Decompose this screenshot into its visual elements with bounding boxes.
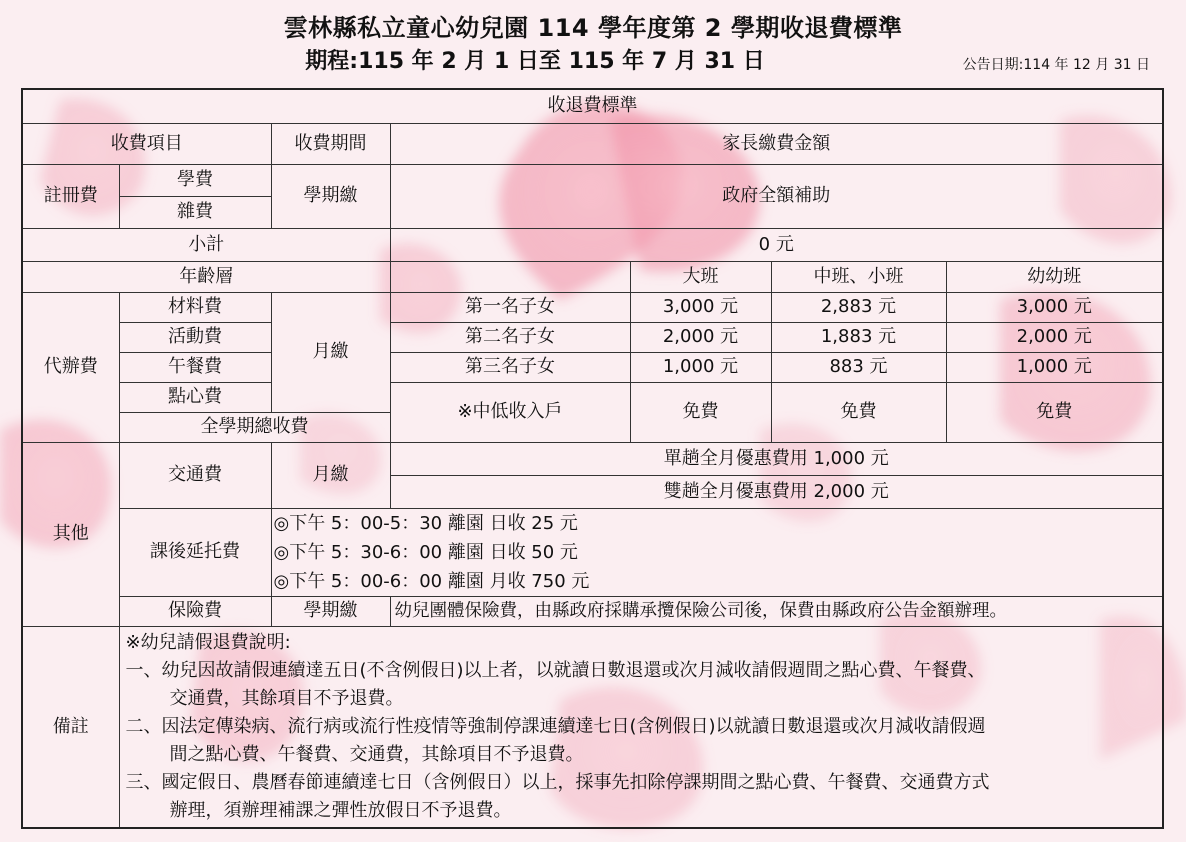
note-item-2: 二、因法定傳染病、流行病或流行性疫情等強制停課連續達七日(含例假日)以就讀日數退還或次月減收請假週: [125, 715, 986, 737]
fee-toddler: 2,000 元: [946, 322, 1163, 352]
low-income-big: 免費: [630, 382, 771, 442]
table-row: [22, 508, 1163, 596]
col-period-header: 收費期間: [271, 123, 390, 164]
agency-fee-group: 代辦費: [22, 292, 119, 442]
term-period: 期程:115 年 2 月 1 日至 115 年 7 月 31 日: [305, 49, 765, 74]
tuition-label: 學費: [119, 164, 271, 196]
fee-toddler: 3,000 元: [946, 292, 1163, 322]
fee-big: 3,000 元: [630, 292, 771, 322]
announce-date: 公告日期:114 年 12 月 31 日: [962, 57, 1150, 73]
after-school-line: ◎下午 5：00-6：00 離園 月收 750 元: [273, 570, 590, 592]
fee-big: 1,000 元: [630, 352, 771, 382]
fee-mid-small: 2,883 元: [771, 292, 946, 322]
age-toddler-class: 幼幼班: [946, 261, 1163, 292]
table-row: [22, 123, 1163, 164]
agency-period: 月繳: [271, 292, 390, 412]
insurance-period: 學期繳: [271, 596, 390, 626]
registration-period: 學期繳: [271, 164, 390, 228]
table-row: [22, 261, 1163, 292]
fee-mid-small: 883 元: [771, 352, 946, 382]
table-row: [22, 626, 1163, 828]
table-row: [22, 292, 1163, 322]
subtotal-value: 0 元: [390, 228, 1163, 261]
table-row: [22, 89, 1163, 123]
semester-total-label: 全學期總收費: [119, 412, 390, 442]
other-group: 其他: [22, 442, 119, 626]
snack-fee-label: 點心費: [119, 382, 271, 412]
after-school-details: [271, 508, 1163, 596]
table-row: [22, 322, 1163, 352]
insurance-description: 幼兒團體保險費，由縣政府採購承攬保險公司後，保費由縣政府公告金額辦理。: [390, 596, 1163, 626]
notes-label: 備註: [22, 626, 119, 828]
registration-amount: 政府全額補助: [390, 164, 1163, 228]
table-row: [22, 382, 1163, 412]
page-title: 雲林縣私立童心幼兒園 114 學年度第 2 學期收退費標準: [283, 14, 903, 42]
table-row: [22, 596, 1163, 626]
age-mid-small-class: 中班、小班: [771, 261, 946, 292]
child-rank-label: 第一名子女: [390, 292, 630, 322]
after-school-line: ◎下午 5：30-6：00 離園 日收 50 元: [273, 541, 578, 563]
insurance-fee-label: 保險費: [119, 596, 271, 626]
child-rank-label: 第二名子女: [390, 322, 630, 352]
note-item-1: 一、幼兒因故請假連續達五日(不含例假日)以上者，以就讀日數退還或次月減收請假週間之點心費、午餐費、: [125, 659, 986, 681]
note-item-2-cont: 間之點心費、午餐費、交通費，其餘項目不予退費。: [169, 743, 584, 765]
low-income-mid-small: 免費: [771, 382, 946, 442]
fee-table: [21, 88, 1164, 829]
after-school-line: ◎下午 5：00-5：30 離園 日收 25 元: [273, 512, 578, 534]
fee-mid-small: 1,883 元: [771, 322, 946, 352]
fee-big: 2,000 元: [630, 322, 771, 352]
note-item-3-cont: 辦理，須辦理補課之彈性放假日不予退費。: [169, 799, 512, 821]
note-item-3: 三、國定假日、農曆春節連續達七日（含例假日）以上，採事先扣除停課期間之點心費、午餐費、交通費方式: [125, 771, 990, 793]
age-group-label: 年齡層: [22, 261, 390, 292]
low-income-toddler: 免費: [946, 382, 1163, 442]
fee-toddler: 1,000 元: [946, 352, 1163, 382]
notes-content: [119, 626, 1163, 828]
table-row: [22, 164, 1163, 196]
age-blank-cell: [390, 261, 630, 292]
note-item-1-cont: 交通費，其餘項目不予退費。: [169, 687, 404, 709]
low-income-label: ※中低收入戶: [390, 382, 630, 442]
table-main-title: 收退費標準: [22, 89, 1163, 123]
transport-double-trip: 雙趟全月優惠費用 2,000 元: [390, 475, 1163, 508]
col-amount-header: 家長繳費金額: [390, 123, 1163, 164]
notes-heading: ※幼兒請假退費說明:: [125, 631, 291, 653]
child-rank-label: 第三名子女: [390, 352, 630, 382]
subtotal-label: 小計: [22, 228, 390, 261]
col-item-header: 收費項目: [22, 123, 271, 164]
table-row: [22, 352, 1163, 382]
transport-single-trip: 單趟全月優惠費用 1,000 元: [390, 442, 1163, 475]
material-fee-label: 材料費: [119, 292, 271, 322]
activity-fee-label: 活動費: [119, 322, 271, 352]
table-row: [22, 442, 1163, 475]
misc-fee-label: 雜費: [119, 196, 271, 228]
transport-period: 月繳: [271, 442, 390, 508]
after-school-fee-label: 課後延托費: [119, 508, 271, 596]
registration-group: 註冊費: [22, 164, 119, 228]
lunch-fee-label: 午餐費: [119, 352, 271, 382]
table-row: [22, 228, 1163, 261]
transport-fee-label: 交通費: [119, 442, 271, 508]
age-big-class: 大班: [630, 261, 771, 292]
